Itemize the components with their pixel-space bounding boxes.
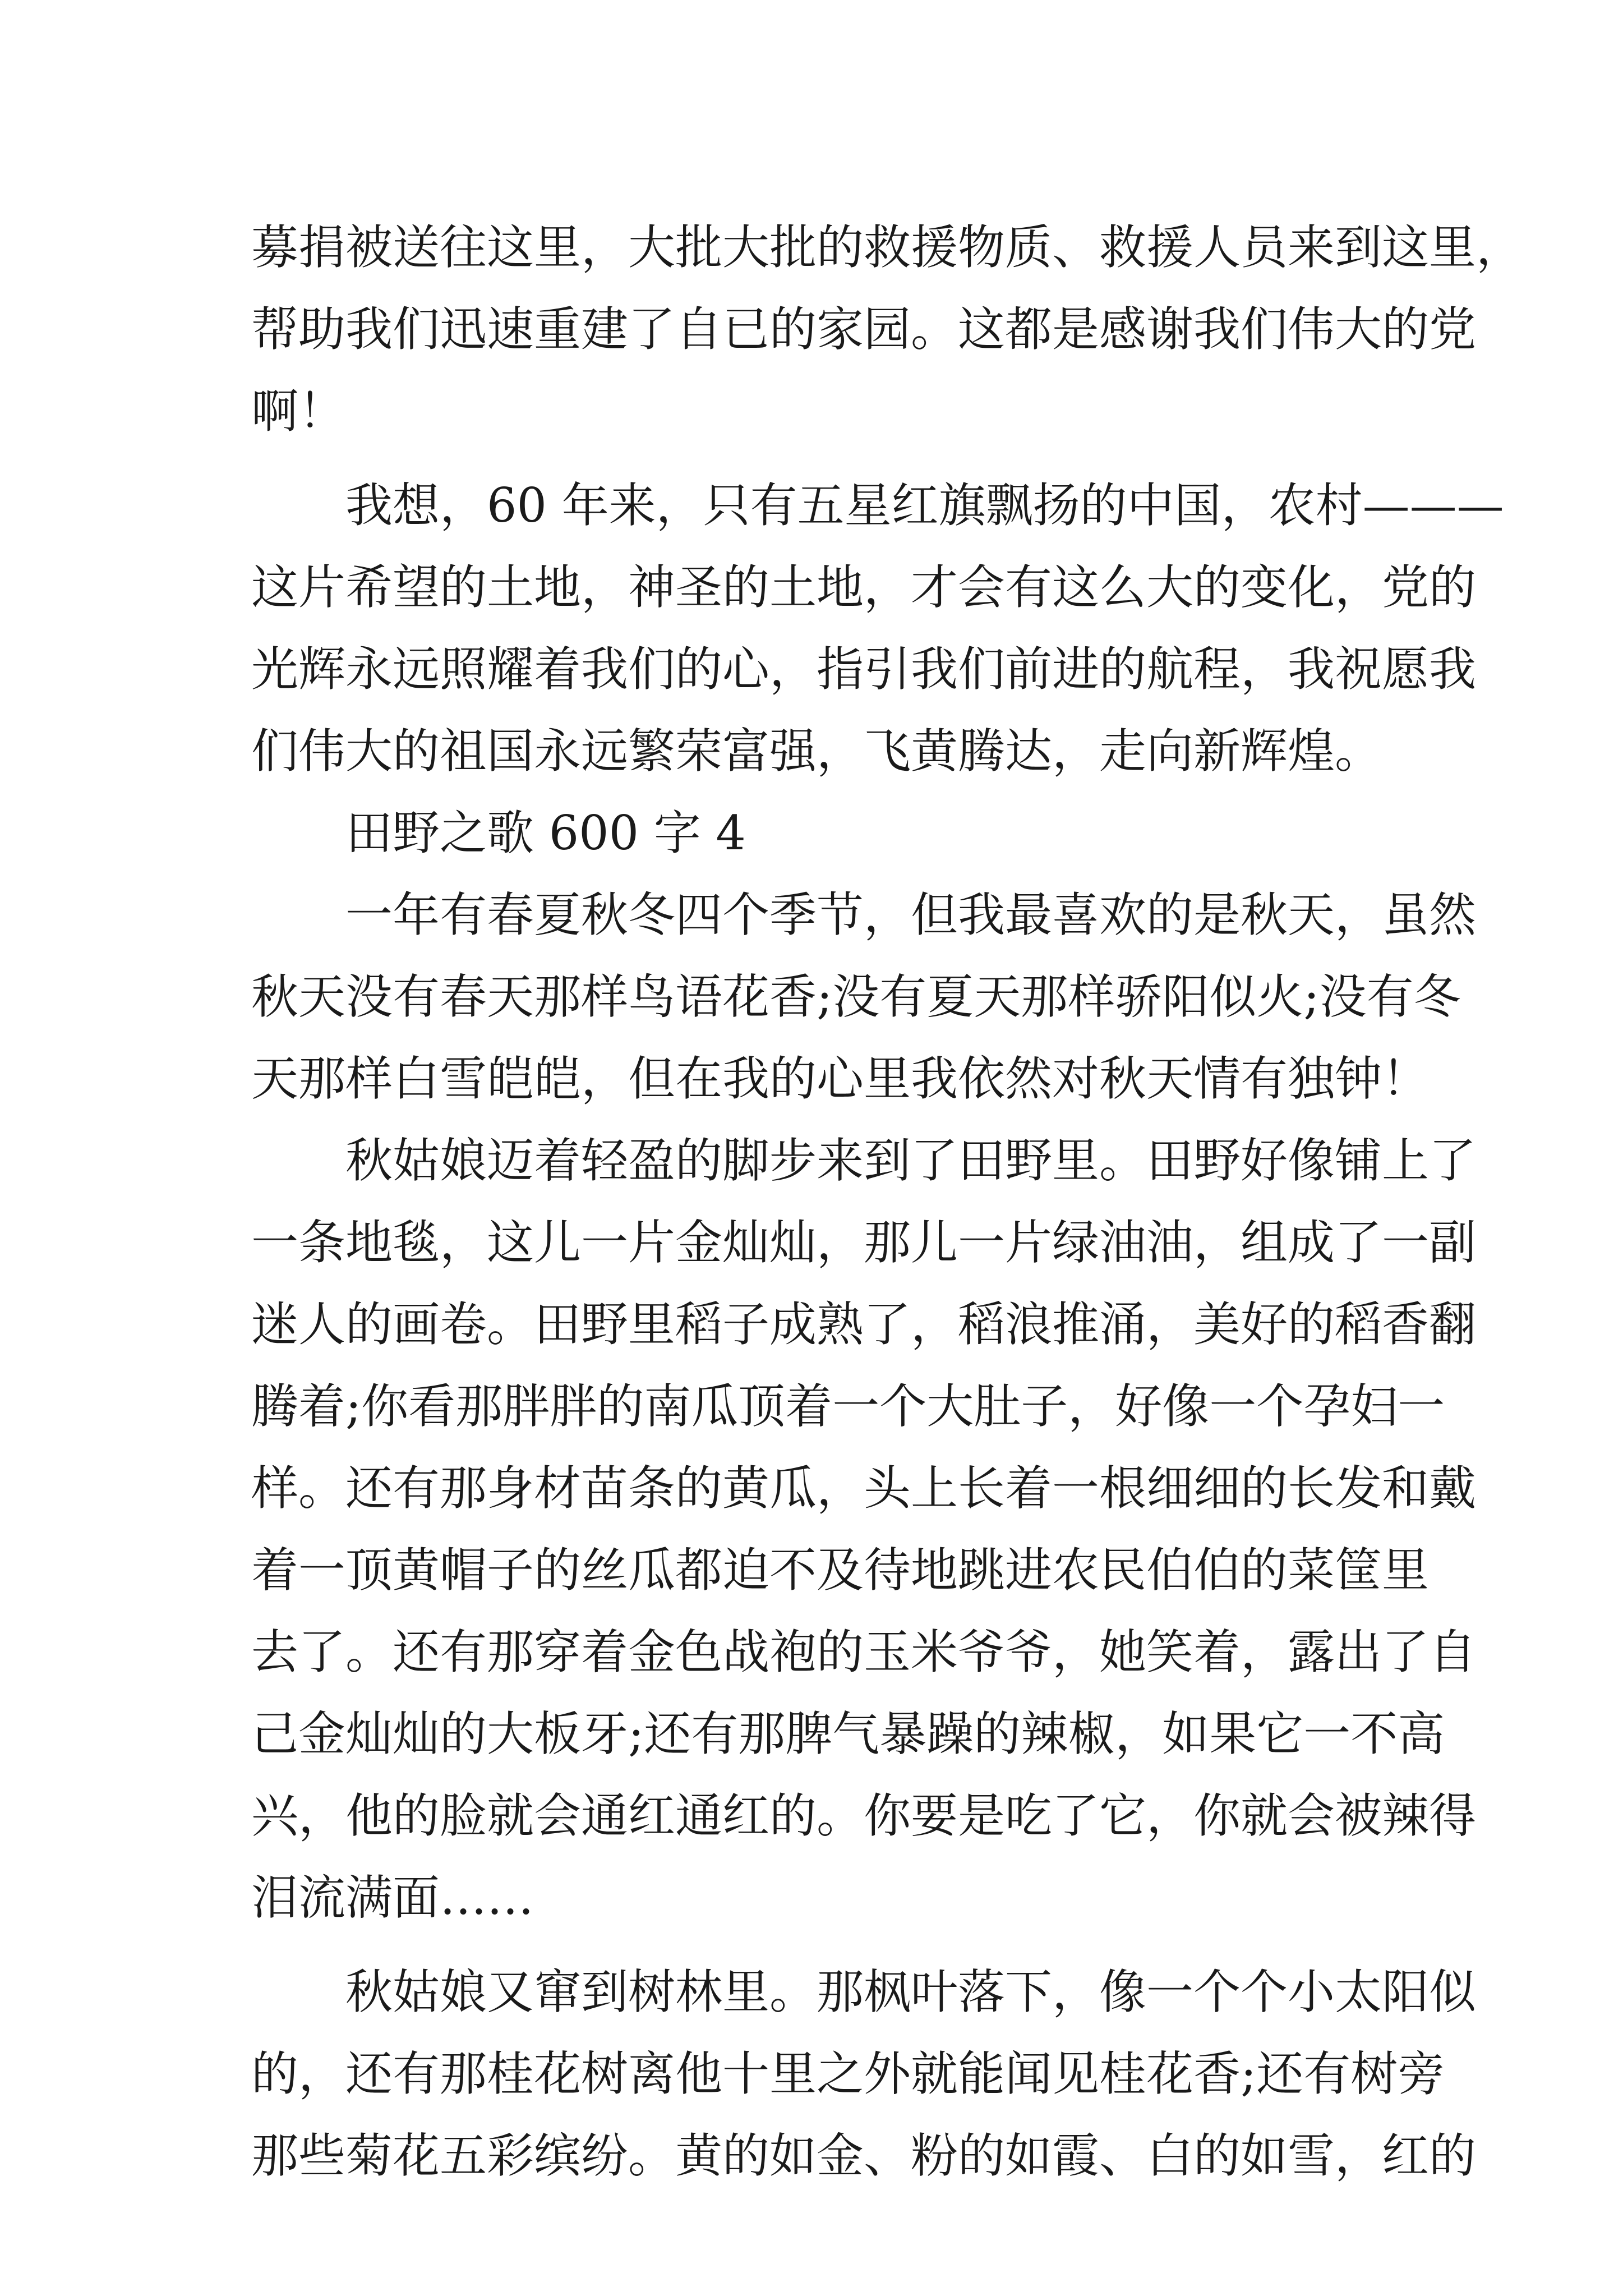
text-line: 秋姑娘迈着轻盈的脚步来到了田野里。田野好像铺上了 (345, 1133, 1477, 1188)
text-line: 秋姑娘又窜到树林里。那枫叶落下，像一个个小太阳似 (345, 1964, 1477, 2019)
paragraph (251, 1951, 1477, 2197)
paragraph (251, 464, 1504, 792)
text-line: 迷人的画卷。田野里稻子成熟了，稻浪推涌，美好的稻香翻 (251, 1297, 1477, 1352)
text-line: 己金灿灿的大板牙;还有那脾气暴躁的辣椒，如果它一不高 (251, 1706, 1445, 1761)
text-line: 一条地毯，这儿一片金灿灿，那儿一片绿油油，组成了一副 (251, 1215, 1477, 1270)
text-line: 帮助我们迅速重建了自已的家园。这都是感谢我们伟大的党 (251, 302, 1477, 357)
text-line: 那些菊花五彩缤纷。黄的如金、粉的如霞、白的如雪，红的 (251, 2128, 1477, 2183)
text-line: 光辉永远照耀着我们的心，指引我们前进的航程，我祝愿我 (251, 642, 1477, 697)
text-line: 一年有春夏秋冬四个季节，但我最喜欢的是秋天，虽然 (345, 887, 1477, 942)
document-page (251, 206, 1524, 2197)
paragraph (251, 874, 1477, 1120)
text-line: 天那样白雪皑皑，但在我的心里我依然对秋天情有独钟！ (251, 1051, 1430, 1106)
text-line: 样。还有那身材苗条的黄瓜，头上长着一根细细的长发和戴 (251, 1461, 1477, 1516)
text-line: 泪流满面…… (251, 1870, 534, 1925)
paragraph (251, 206, 1524, 452)
text-line: 我想，60 年来，只有五星红旗飘扬的中国，农村——— (345, 478, 1504, 533)
text-line: 啊！ (251, 384, 346, 439)
text-line: 的，还有那桂花树离他十里之外就能闻见桂花香;还有树旁 (251, 2046, 1445, 2101)
text-line: 们伟大的祖国永远繁荣富强，飞黄腾达，走向新辉煌。 (251, 724, 1382, 779)
text-line: 募捐被送往这里，大批大批的救援物质、救援人员来到这里， (251, 220, 1524, 275)
text-line: 这片希望的土地，神圣的土地，才会有这么大的变化，党的 (251, 560, 1477, 615)
text-line: 腾着;你看那胖胖的南瓜顶着一个大肚子，好像一个孕妇一 (251, 1379, 1445, 1434)
paragraph (251, 1120, 1477, 1939)
text-line: 去了。还有那穿着金色战袍的玉米爷爷，她笑着，露出了自 (251, 1625, 1477, 1680)
text-line: 秋天没有春天那样鸟语花香;没有夏天那样骄阳似火;没有冬 (251, 969, 1461, 1024)
text-line: 兴，他的脸就会通红通红的。你要是吃了它，你就会被辣得 (251, 1788, 1477, 1843)
text-line: 着一顶黄帽子的丝瓜都迫不及待地跳进农民伯伯的菜筐里 (251, 1543, 1430, 1598)
section-heading (251, 792, 1384, 874)
heading-text: 田野之歌 600 字 4 (345, 806, 746, 861)
